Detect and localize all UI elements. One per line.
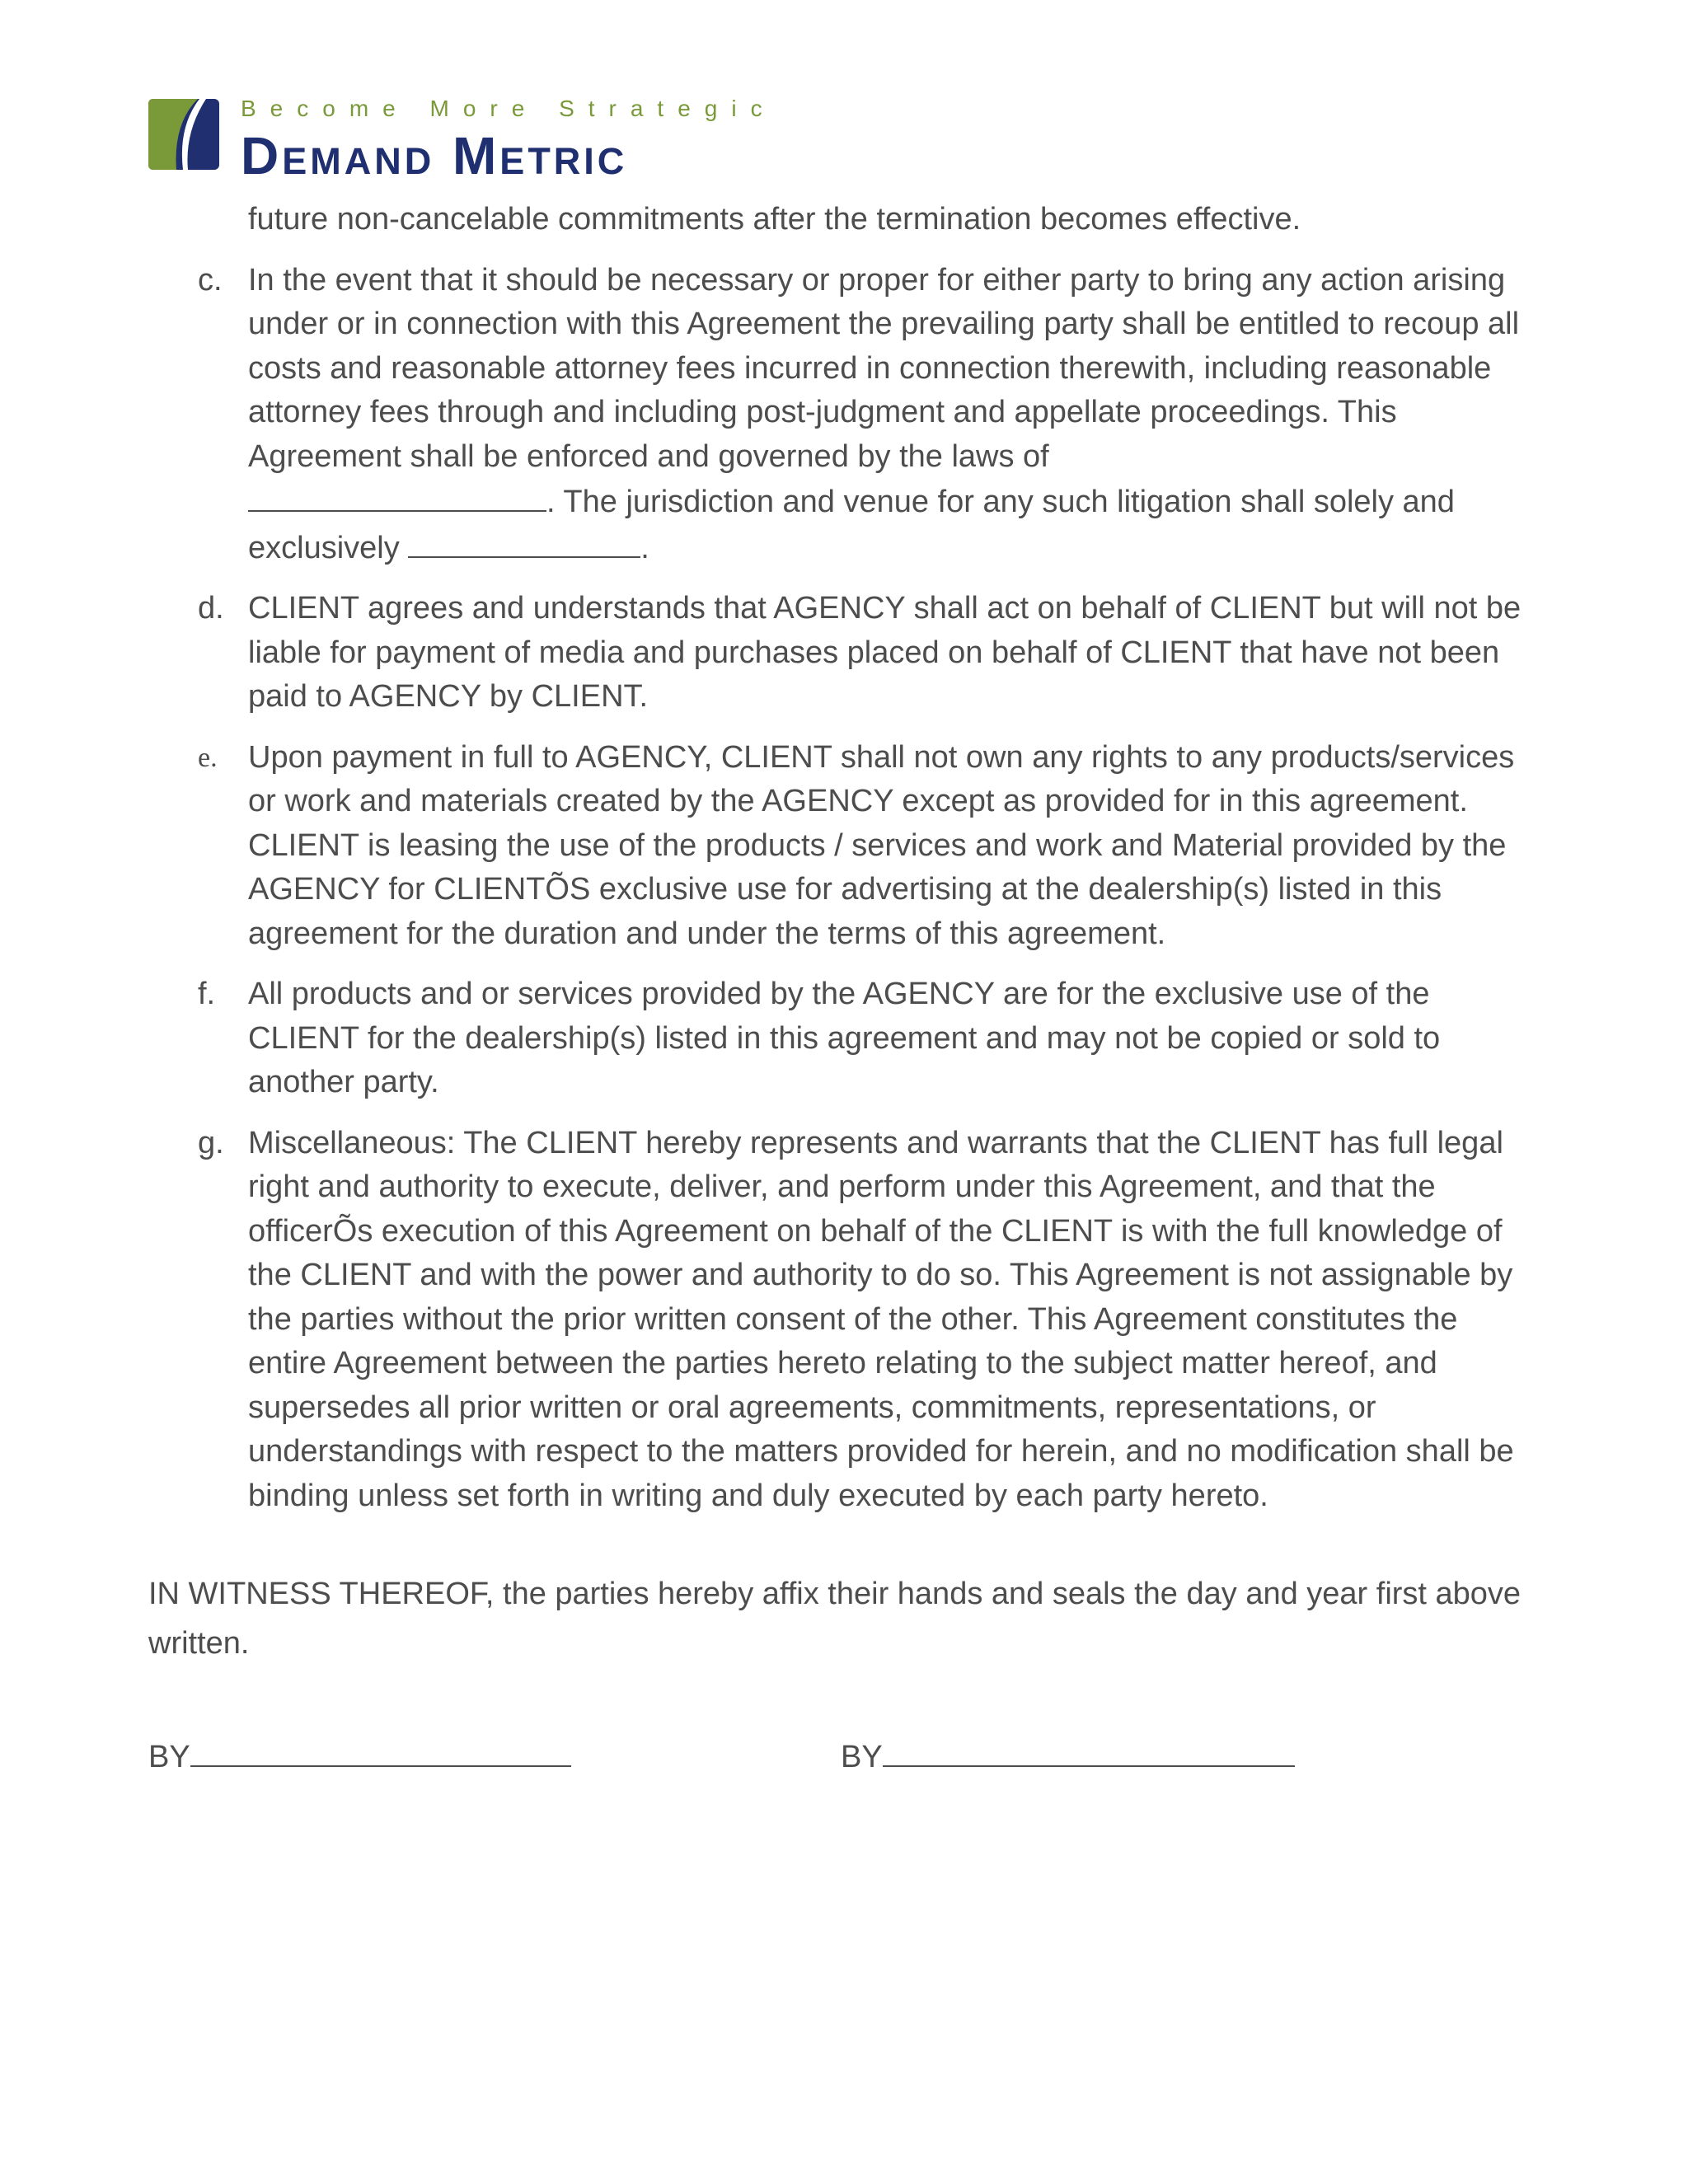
signature-label: BY xyxy=(148,1740,190,1774)
clause-f xyxy=(148,972,1533,1105)
clause-text: . The jurisdiction and venue for any such litigation shall solely and exclusively xyxy=(248,485,1455,565)
clause-text: Miscellaneous: The CLIENT hereby represents and warrants that the CLIENT has full legal right and authority to execute, deliver, and perform under this Agreement, and that the officerÕs execution of this Agreement on behalf of the CLIENT is with the full knowledge of the CLIENT and with the power and authority to do so. This Agreement is not assignable by the parties without the prior written consent of the other. This Agreement constitutes the entire Agreement between the parties hereto relating to the subject matter hereof, and supersedes all prior written or oral agreements, commitments, representations, or understandings with respect to the matters provided for herein, and no modification shall be binding unless set forth in writing and duly executed by each party hereto. xyxy=(248,1125,1514,1513)
clause-text: In the event that it should be necessary or proper for either party to bring any action arising under or in connection with this Agreement the prevailing party shall be entitled to recoup all costs and reasonable attorney fees incurred in connection therewith, including reasonable attorney fees through and including post-judgment and appellate proceedings. This Agreement shall be enforced and governed by the laws of xyxy=(248,262,1520,474)
clause-marker: c. xyxy=(198,262,223,298)
clause-e xyxy=(148,736,1533,957)
clause-text: . xyxy=(640,530,649,565)
governing-law-blank[interactable] xyxy=(248,479,546,512)
signature-left xyxy=(148,1734,571,1780)
witness-statement: IN WITNESS THEREOF, the parties hereby affix their hands and seals the day and year first above written. xyxy=(148,1577,1522,1661)
venue-blank[interactable] xyxy=(408,525,640,558)
agreement-body xyxy=(148,198,1533,1783)
clause-text: Upon payment in full to AGENCY, CLIENT shall not own any rights to any products/services or work and materials created by the AGENCY except as provided for in this agreement. CLIENT is leasing the use of the products / services and work and Material provided by the AGENCY for CLIENTÕS exclusive use for advertising at the dealership(s) listed in this agreement for the duration and under the terms of this agreement. xyxy=(248,739,1515,951)
brand-tagline: Become More Strategic xyxy=(241,96,776,121)
signature-line-right[interactable] xyxy=(883,1734,1295,1767)
signature-line-left[interactable] xyxy=(190,1734,571,1767)
clause-marker: f. xyxy=(198,977,216,1011)
continuation-text: future non-cancelable commitments after the termination becomes effective. xyxy=(248,202,1301,237)
clause-c xyxy=(148,259,1533,571)
brand-name: Demand Metric xyxy=(241,126,628,185)
clause-text: All products and or services provided by the AGENCY are for the exclusive use of the CLIENT for the dealership(s) listed in this agreement and may not be copied or sold to another party. xyxy=(248,977,1441,1099)
clause-marker: g. xyxy=(198,1125,224,1160)
clause-marker: d. xyxy=(198,591,224,626)
document-header xyxy=(148,92,808,185)
demand-metric-logo-icon xyxy=(148,99,219,170)
signature-row xyxy=(148,1734,1533,1783)
clause-g xyxy=(148,1122,1533,1519)
clause-text: CLIENT agrees and understands that AGENCY shall act on behalf of CLIENT but will not be liable for payment of media and purchases placed on behalf of CLIENT that have not been paid to AGENCY by CLIENT. xyxy=(248,591,1522,714)
signature-label: BY xyxy=(841,1740,883,1774)
clause-marker: e. xyxy=(198,742,218,773)
clause-d xyxy=(148,587,1533,719)
signature-right xyxy=(841,1734,1295,1780)
